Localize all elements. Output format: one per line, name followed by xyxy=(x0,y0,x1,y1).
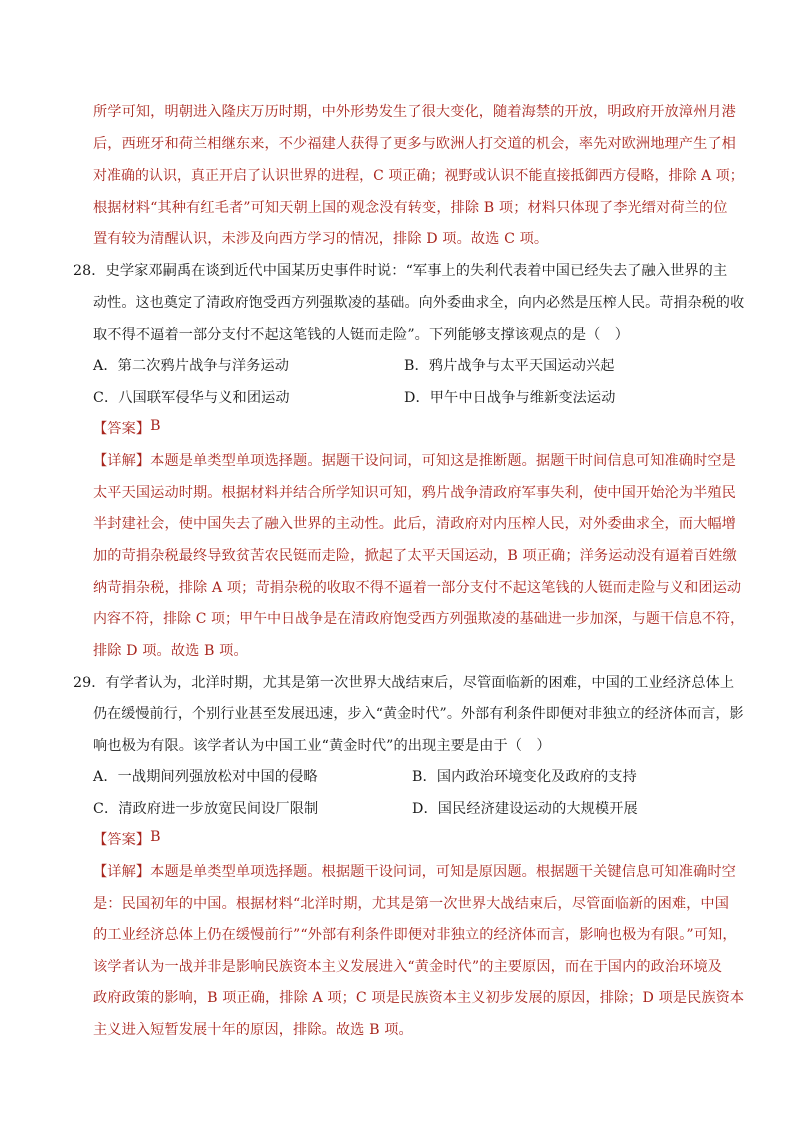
q29-stem-line-2: 仍在缓慢前行，个别行业甚至发展迅速，步入“黄金时代”。外部有利条件即便对非独立的经济体而言，影 xyxy=(93,706,744,722)
q28-stem-line-1: 28．史学家邓嗣禹在谈到近代中国某历史事件时说：“军事上的失利代表着中国已经失去了融入世界的主 xyxy=(73,263,728,279)
q28-detail-line-2: 太平天国运动时期。根据材料并结合所学知识可知，鸦片战争清政府军事失利，使中国开始沦为半殖民 xyxy=(93,485,736,501)
q28-option-c: C．八国联军侵华与义和团运动 xyxy=(93,390,290,406)
q28-stem-line-3: 取不得不逼着一部分支付不起这笔钱的人铤而走险”。下列能够支撑该观点的是（ ） xyxy=(93,327,629,343)
q27-detail-line-1: 所学可知，明朝进入隆庆万历时期，中外形势发生了很大变化，随着海禁的开放，明政府开放漳州月港 xyxy=(93,104,736,120)
q29-detail-line-6: 主义进入短暂发展十年的原因，排除。故选 B 项。 xyxy=(93,1022,413,1038)
q29-option-a: A．一战期间列强放松对中国的侵略 xyxy=(93,769,318,785)
q29-stem-line-3: 响也极为有限。该学者认为中国工业“黄金时代”的出现主要是由于（ ） xyxy=(93,738,551,754)
q28-option-a: A．第二次鸦片战争与洋务运动 xyxy=(93,358,290,374)
q29-option-b: B．国内政治环境变化及政府的支持 xyxy=(412,769,637,785)
q27-detail-line-2: 后，西班牙和荷兰相继东来，不少福建人获得了更多与欧洲人打交道的机会，率先对欧洲地理产生了相 xyxy=(93,136,736,152)
q29-detail-line-1 xyxy=(93,861,736,881)
q29-detail-line-4 xyxy=(93,956,722,976)
q28-option-d: D．甲午中日战争与维新变法运动 xyxy=(404,390,616,406)
q28-option-b: B．鸦片战争与太平天国运动兴起 xyxy=(404,358,615,374)
detail-text: 可知， xyxy=(693,927,737,943)
q28-answer xyxy=(93,418,161,438)
detail-label: 【详解】 xyxy=(93,453,151,469)
answer-value: B xyxy=(150,418,161,434)
q29-option-c: C．清政府进一步放宽民间设厂限制 xyxy=(93,801,319,817)
q29-detail-line-3 xyxy=(93,924,737,944)
answer-value: B xyxy=(150,829,161,845)
q28-detail-line-5: 纳苛捐杂税，排除 A 项；苛捐杂税的收取不得不逼着一部分支付不起这笔钱的人铤而走险与义和团运动 xyxy=(93,580,742,596)
answer-label: 【答案】 xyxy=(93,832,151,848)
answer-label: 【答案】 xyxy=(93,421,151,437)
q28-detail-line-3: 半封建社会，使中国失去了融入世界的主动性。此后，清政府对内压榨人民，对外委曲求全，而大幅增 xyxy=(93,516,736,532)
detail-text: 本题是单类型单项选择题。根据题干设问词，可知是原因题。根据题干关键信息可知准确时空 xyxy=(150,864,736,880)
q28-detail-line-1 xyxy=(93,450,736,470)
detail-label: 【详解】 xyxy=(93,864,151,880)
detail-text: 的主要原因，而在于国内的政治环境及 xyxy=(479,959,723,975)
detail-quote: “黄金时代” xyxy=(407,959,480,975)
q29-stem-line-1: 29．有学者认为，北洋时期，尤其是第一次世界大战结束后，尽管面临新的困难，中国的工业经济总体上 xyxy=(73,675,735,691)
q27-detail-line-4: 根据材料“其种有红毛者”可知天朝上国的观念没有转变，排除 B 项；材料只体现了李光缙对荷兰的位 xyxy=(93,200,728,216)
q29-detail-line-5: 政府政策的影响，B 项正确，排除 A 项；C 项是民族资本主义初步发展的原因，排除；D 项是民族资本 xyxy=(93,990,745,1006)
q28-detail-line-7: 排除 D 项。故选 B 项。 xyxy=(93,643,248,659)
detail-text: 的工业经济总体上仍在缓慢前行” xyxy=(93,927,301,943)
q29-option-d: D．国民经济建设运动的大规模开展 xyxy=(412,801,638,817)
detail-text: 本题是单类型单项选择题。据题干设问词，可知这是推断题。据题干时间信息可知准确时空是 xyxy=(150,453,736,469)
q27-detail-line-5: 置有较为清醒认识，未涉及向西方学习的情况，排除 D 项。故选 C 项。 xyxy=(93,231,549,247)
detail-text: 该学者认为一战并非是影响民族资本主义发展进入 xyxy=(93,959,408,975)
q28-detail-line-4: 加的苛捐杂税最终导致贫苦农民铤而走险，掀起了太平天国运动，B 项正确；洋务运动没有逼着百姓缴 xyxy=(93,548,737,564)
q29-answer xyxy=(93,829,161,849)
q29-detail-line-2: 是：民国初年的中国。根据材料“北洋时期，尤其是第一次世界大战结束后，尽管面临新的困难，中国 xyxy=(93,896,730,912)
q28-detail-line-6: 内容不符，排除 C 项；甲午中日战争是在清政府饱受西方列强欺凌的基础进一步加深，与题干信息不符， xyxy=(93,611,745,627)
detail-quote: “外部有利条件即便对非独立的经济体而言，影响也极为有限。” xyxy=(300,927,694,943)
q27-detail-line-3: 对准确的认识，真正开启了认识世界的进程，C 项正确；视野或认识不能直接抵御西方侵略，排除 A 项； xyxy=(93,168,744,184)
q28-stem-line-2: 动性。这也奠定了清政府饱受西方列强欺凌的基础。向外委曲求全，向内必然是压榨人民。苛捐杂税的收 xyxy=(93,295,745,311)
